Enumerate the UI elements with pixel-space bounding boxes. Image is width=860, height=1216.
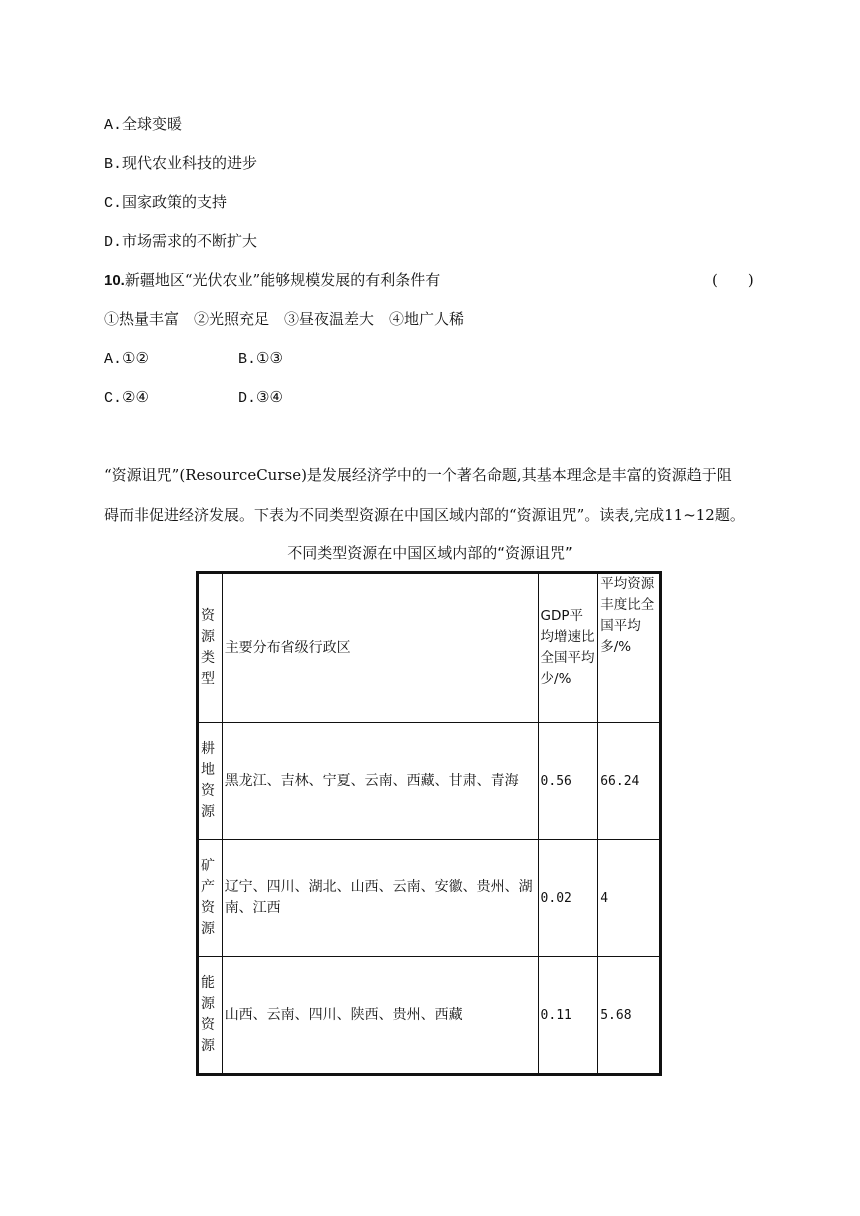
q9-option-c <box>104 192 227 214</box>
cell-gdp: 0.56 <box>538 723 598 840</box>
cell-regions: 黑龙江、吉林、宁夏、云南、西藏、甘肃、青海 <box>222 723 538 840</box>
table-row <box>198 957 661 1075</box>
header-resource-type: 资源类型 <box>198 573 223 723</box>
option-letter: D. <box>238 390 257 407</box>
q10-option-d <box>238 387 283 409</box>
question-number: 10. <box>104 272 125 289</box>
cell-resource-type: 矿产资源 <box>198 840 223 957</box>
option-letter: B. <box>104 156 123 173</box>
option-text: 现代农业科技的进步 <box>122 154 258 172</box>
cell-abundance: 5.68 <box>598 957 661 1075</box>
resource-curse-table <box>196 571 662 1076</box>
option-letter: B. <box>238 351 257 368</box>
table-header-row <box>198 573 661 723</box>
option-letter: C. <box>104 390 123 407</box>
q10-option-c <box>104 387 149 409</box>
option-text: ①② <box>122 349 149 367</box>
answer-parentheses: ( ) <box>712 271 754 289</box>
cell-resource-type: 耕地资源 <box>198 723 223 840</box>
header-resource-abundance: 平均资源丰度比全国平均多/% <box>598 573 661 723</box>
option-letter: A. <box>104 351 123 368</box>
q10-option-a <box>104 348 149 370</box>
cell-abundance: 4 <box>598 840 661 957</box>
table-row <box>198 840 661 957</box>
option-text: ②④ <box>122 388 149 406</box>
q10-option-b <box>238 348 283 370</box>
option-letter: D. <box>104 234 123 251</box>
header-gdp-growth: GDP平均增速比全国平均少/% <box>538 573 598 723</box>
cell-regions: 辽宁、四川、湖北、山西、云南、安徽、贵州、湖南、江西 <box>222 840 538 957</box>
option-text: 国家政策的支持 <box>122 193 228 211</box>
option-text: ①③ <box>256 349 283 367</box>
cell-regions: 山西、云南、四川、陕西、贵州、西藏 <box>222 957 538 1075</box>
q9-option-a <box>104 114 182 136</box>
option-text: ③④ <box>256 388 283 406</box>
option-text: 市场需求的不断扩大 <box>122 232 258 250</box>
question-10-stem <box>104 270 440 291</box>
q9-option-b <box>104 153 257 175</box>
header-regions: 主要分布省级行政区 <box>222 573 538 723</box>
option-text: 全球变暖 <box>122 115 183 133</box>
option-letter: C. <box>104 195 123 212</box>
question-10-conditions: ①热量丰富 ②光照充足 ③昼夜温差大 ④地广人稀 <box>104 310 465 328</box>
passage-line-2: 碍而非促进经济发展。下表为不同类型资源在中国区域内部的“资源诅咒”。读表,完成11~12题。 <box>104 506 745 524</box>
cell-gdp: 0.11 <box>538 957 598 1075</box>
table-row <box>198 723 661 840</box>
question-stem: 新疆地区“光伏农业”能够规模发展的有利条件有 <box>124 271 441 289</box>
passage-line-1: “资源诅咒”(ResourceCurse)是发展经济学中的一个著名命题,其基本理念是丰富的资源趋于阻 <box>104 466 732 484</box>
cell-gdp: 0.02 <box>538 840 598 957</box>
cell-resource-type: 能源资源 <box>198 957 223 1075</box>
option-letter: A. <box>104 117 123 134</box>
q9-option-d <box>104 231 257 253</box>
table-title: 不同类型资源在中国区域内部的“资源诅咒” <box>287 544 573 562</box>
cell-abundance: 66.24 <box>598 723 661 840</box>
